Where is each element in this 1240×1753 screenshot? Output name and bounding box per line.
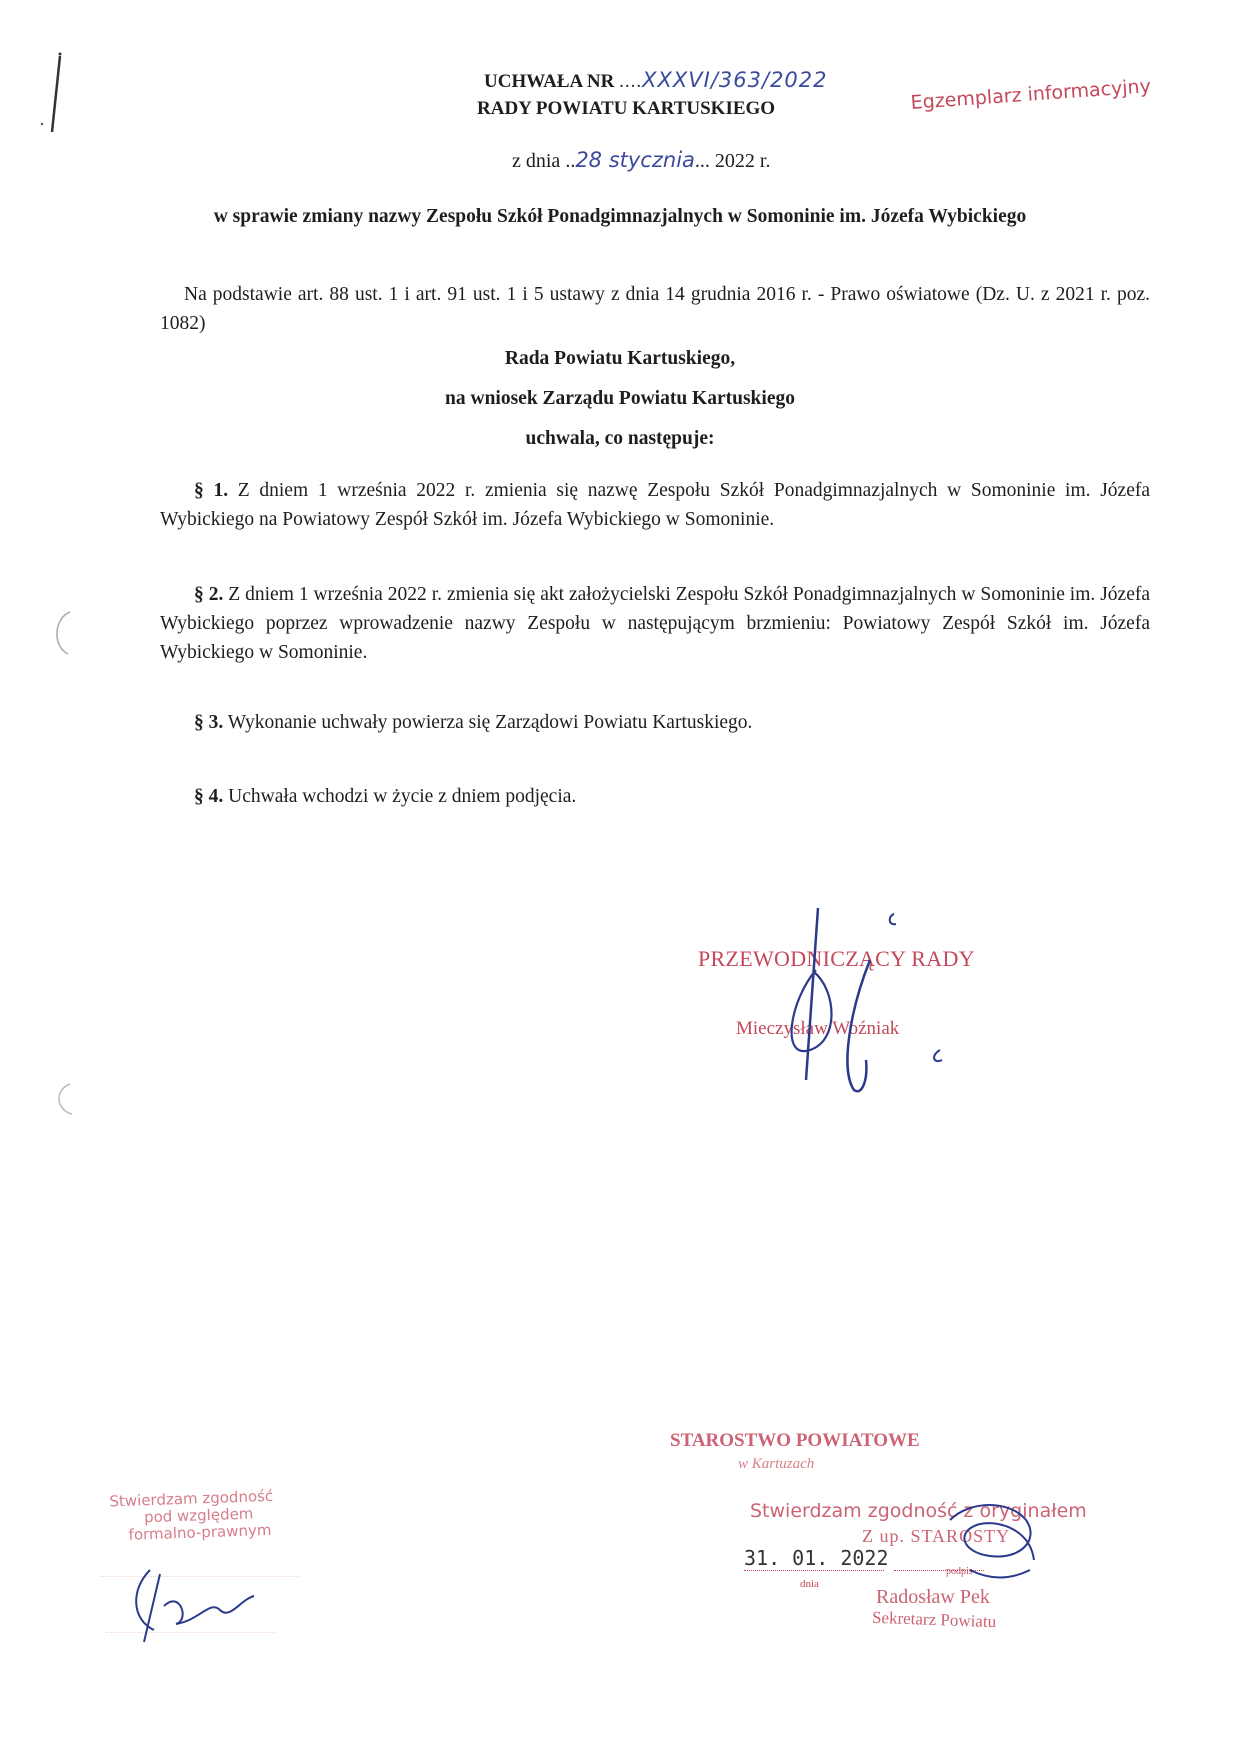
resolution-title: UCHWAŁA NR (484, 71, 615, 92)
certification-on-behalf: Z up. STAROSTY (862, 1526, 1011, 1546)
certification-date: 31. 01. 2022 (744, 1546, 889, 1570)
paragraph-number: § 2. (194, 584, 224, 605)
paragraph-text: Z dniem 1 września 2022 r. zmienia się nazwę Zespołu Szkół Ponadgimnazjalnych w Somoninie im. Józefa Wybickiego na Powiatowy Zespół Szkół im. Józefa Wybickiego w Somoninie. (160, 480, 1151, 530)
chairman-handwritten-signature (770, 900, 970, 1100)
certification-office: STAROSTWO POWIATOWE (670, 1430, 920, 1451)
legal-basis: Na podstawie art. 88 ust. 1 i art. 91 ust. 1 i 5 ustawy z dnia 14 grudnia 2016 r. - Prawo oświatowe (Dz. U. z 2021 r. poz. 1082) (160, 284, 1150, 334)
resolves-line: uchwala, co następuje: (525, 428, 715, 449)
paragraph-1 (160, 476, 1150, 534)
certification-statement: Stwierdzam zgodność z oryginałem (750, 1500, 1087, 1522)
date-year: 2022 r. (714, 150, 771, 172)
paragraph-number: § 4. (194, 786, 224, 807)
council-name: Rada Powiatu Kartuskiego, (504, 348, 736, 369)
paragraph-text: Z dniem 1 września 2022 r. zmienia się akt założycielski Zespołu Szkół Ponadgimnazjalnych w Somoninie im. Józefa Wybickiego poprzez wprowadzenie nazwy Zespołu w następującym brzmieniu: Powiatowy Zespół Szkół im. Józefa Wybickiego w Somoninie. (160, 584, 1151, 663)
motion-line: na wniosek Zarządu Powiatu Kartuskiego (445, 388, 795, 409)
margin-pen-mark (30, 50, 70, 140)
legal-stamp-line: formalno-prawnym (128, 1520, 272, 1544)
legal-stamp-line: pod względem (143, 1504, 254, 1527)
paragraph-text: Wykonanie uchwały powierza się Zarządowi Powiatu Kartuskiego. (227, 712, 753, 733)
certification-date-line (744, 1570, 884, 1571)
paragraph-text: Uchwała wchodzi w życie z dniem podjęcia. (228, 786, 577, 807)
resolution-subject: w sprawie zmiany nazwy Zespołu Szkół Ponadgimnazjalnych w Somoninie im. Józefa Wybickiego (213, 206, 1027, 227)
paragraph-3 (194, 708, 1154, 737)
certification-office-city: w Kartuzach (738, 1456, 815, 1472)
resolution-number-line: UCHWAŁA NR ....XXXVI/363/2022 (484, 68, 828, 92)
resolution-number: XXXVI/363/2022 (642, 68, 828, 92)
legal-check-stamp (109, 1487, 311, 1545)
certification-signer-name: Radosław Pek (876, 1586, 990, 1608)
certification-signer-title: Sekretarz Powiatu (871, 1607, 997, 1632)
date-handwritten: 28 stycznia (575, 148, 695, 172)
legal-stamp-line: Stwierdzam zgodność (109, 1486, 274, 1511)
paragraph-4 (194, 782, 1154, 811)
legal-adviser-signature (120, 1560, 280, 1650)
paragraph-number: § 3. (194, 712, 224, 733)
certification-date-caption: dnia (800, 1578, 819, 1590)
date-prefix: z dnia (512, 150, 561, 172)
chairman-title: PRZEWODNICZĄCY RADY (698, 946, 975, 971)
resolution-date: z dnia ..28 stycznia... 2022 r. (512, 148, 771, 172)
certification-signer-caption: podpis (946, 1566, 973, 1577)
punch-hole-mark (50, 1080, 80, 1120)
certification-handwritten-signature (930, 1490, 1050, 1600)
paragraph-2 (160, 580, 1150, 667)
chairman-name: Mieczysław Woźniak (736, 1018, 900, 1039)
paragraph-number: § 1. (194, 480, 229, 501)
issuer: RADY POWIATU KARTUSKIEGO (477, 98, 776, 119)
info-copy-stamp: Egzemplarz informacyjny (910, 75, 1152, 114)
punch-hole-mark (48, 608, 78, 658)
